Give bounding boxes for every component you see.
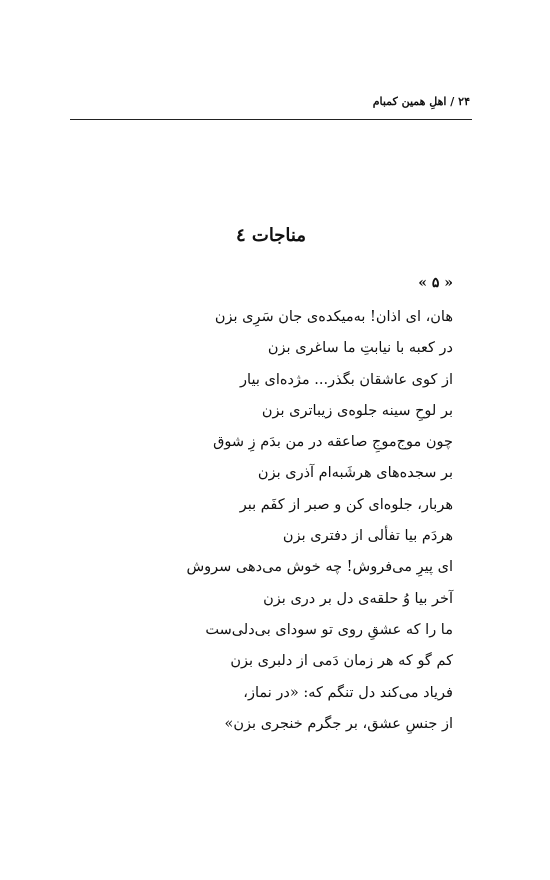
poem-line: ما را که عشقِ روی تو سودای بی‌دلی‌ست: [205, 621, 453, 638]
poem-line: آخر بیا وُ حلقه‌ی دل بر دری بزن: [263, 590, 453, 607]
poem-line: بر سجده‌های هرشَبه‌ام آذری بزن: [257, 465, 453, 482]
header-divider: [70, 119, 472, 120]
poem-line: ای پیرِ می‌فروش! چه خوش می‌دهی سروش: [186, 559, 453, 576]
poem-line: هان، ای اذان! به‌میکده‌ی جان سَرِی بزن: [214, 309, 453, 325]
poem-line: از کوی عاشقان بگذر... مژده‌ای بیار: [240, 371, 453, 388]
poem-line: هردَم بیا تفألی از دفتری بزن: [282, 528, 453, 545]
section-number: « ۵ »: [418, 275, 453, 291]
poem-line: چون موج‌موجِ صاعقه در من بدَم زِ شوق: [213, 434, 453, 451]
poem-line: از جنسِ عشق، بر جگرم خنجری بزن»: [224, 715, 453, 732]
running-header: ۲۴ / اهلِ همین کمبام: [372, 95, 470, 108]
poem: [173, 302, 453, 740]
section-title: مناجات ٤: [235, 225, 306, 246]
poem-line: بر لوحِ سینه جلوه‌ی زیباتری بزن: [261, 402, 453, 419]
poem-line: کم گو که هر زمان دَمی از دلبری بزن: [230, 653, 453, 670]
poem-line: فریاد می‌کند دل تنگم که: «در نماز،: [243, 684, 453, 701]
poem-line: هربار، جلوه‌ای کن و صبر از کفَم ببر: [239, 496, 453, 513]
poem-line: در کعبه با نیابتِ ما ساغری بزن: [267, 340, 453, 357]
